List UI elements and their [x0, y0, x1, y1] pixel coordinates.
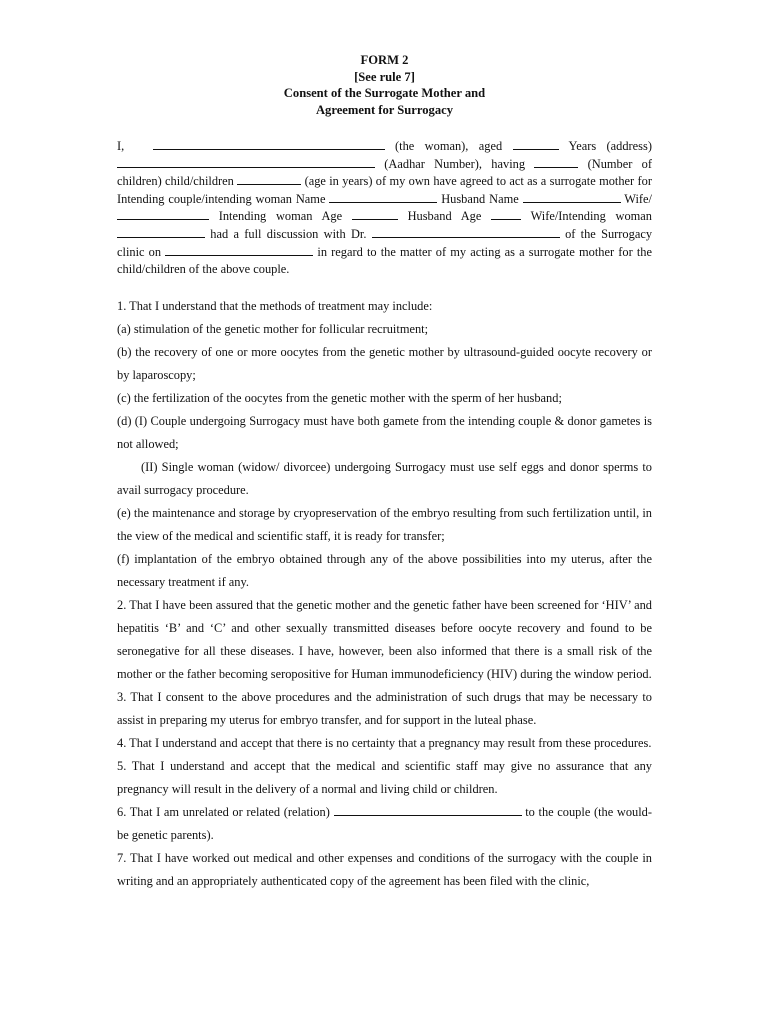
- children-age-blank[interactable]: [237, 173, 301, 185]
- children-count-blank[interactable]: [534, 156, 578, 168]
- intro-husband-name: Husband Name: [441, 191, 519, 206]
- clause-7: 7. That I have worked out medical and other expenses and conditions of the surrogacy with the couple in writing and an appropriately authenticated copy of the agreement has been filed with the clinic,: [117, 850, 652, 888]
- intro-in-regard: in regard to the matter of my acting as a surrogate mother for the child/children of the above couple.: [117, 244, 652, 277]
- wife-intending-age-blank[interactable]: [117, 226, 205, 238]
- intro-the-woman: (the woman),: [395, 139, 469, 153]
- clause-5: 5. That I understand and accept that the medical and scientific staff may give no assurance that any pregnancy will result in the delivery of a normal and living child or children.: [117, 758, 652, 796]
- address-blank[interactable]: [117, 156, 375, 168]
- clause-3: 3. That I consent to the above procedures and the administration of such drugs that may be necessary to assist in preparing my uterus for embryo transfer, and for support in the luteal phase.: [117, 689, 652, 727]
- intro-aged: aged: [478, 139, 503, 153]
- clause-2: 2. That I have been assured that the genetic mother and the genetic father have been screened for ‘HIV’ and hepatitis ‘B’ and ‘C’ and other sexually transmitted diseases before oocyte recovery and found to be seronegative for all these diseases. I have, however, been also informed that there is a small risk of the mother or the father becoming seropositive for Human immunodeficiency (HIV) during the window period.: [117, 597, 652, 681]
- clause-1f: (f) implantation of the embryo obtained through any of the above possibilities into my uterus, after the necessary treatment if any.: [117, 551, 652, 589]
- form-title-line-1: Consent of the Surrogate Mother and: [283, 86, 486, 100]
- intending-woman-age-blank[interactable]: [352, 208, 398, 220]
- intro-years: Years: [568, 139, 597, 153]
- clause-1e: (e) the maintenance and storage by cryopreservation of the embryo resulting from such fertilization until, in the view of the medical and scientific staff, it is ready for transfer;: [117, 505, 652, 543]
- form-title-line-2: Agreement for Surrogacy: [315, 102, 454, 117]
- intro-age-years: (age in years) of my own have agreed to act as a surrogate mother for Intending couple/intending woman Name: [117, 174, 652, 206]
- discussion-date-blank[interactable]: [165, 244, 313, 256]
- form-number: FORM 2: [360, 53, 409, 67]
- intro-children: (Number of children) child/children: [117, 156, 652, 189]
- clause-4: 4. That I understand and accept that there is no certainty that a pregnancy may result from these procedures.: [117, 735, 652, 750]
- clause-1a: (a) stimulation of the genetic mother for follicular recruitment;: [117, 321, 429, 336]
- clause-6-after: to the couple (the would-be genetic parents).: [117, 804, 652, 842]
- husband-name-blank[interactable]: [523, 191, 621, 203]
- intending-woman-name-blank[interactable]: [329, 191, 437, 203]
- husband-age-blank[interactable]: [491, 208, 521, 220]
- relation-blank[interactable]: [334, 804, 522, 816]
- clause-1d-ii: (II) Single woman (widow/ divorcee) undergoing Surrogacy must use self eggs and donor sperms to avail surrogacy procedure.: [117, 459, 652, 497]
- intro-aadhar: (Aadhar Number), having: [384, 156, 526, 171]
- doctor-name-blank[interactable]: [372, 226, 560, 238]
- intro-intending-woman-age: Intending woman Age: [218, 209, 343, 224]
- form-header: [117, 52, 652, 118]
- intro-wife-intending: Wife/Intending woman: [530, 209, 652, 224]
- clauses: [117, 295, 652, 893]
- clause-1b: (b) the recovery of one or more oocytes from the genetic mother by ultrasound-guided oocyte recovery or by laparoscopy;: [117, 344, 652, 382]
- clause-1c: (c) the fertilization of the oocytes from the genetic mother with the sperm of her husband;: [117, 390, 562, 405]
- woman-name-blank[interactable]: [153, 138, 385, 150]
- wife-name-blank[interactable]: [117, 208, 209, 220]
- clause-6: [117, 801, 652, 847]
- intro-address: (address): [606, 139, 652, 153]
- clause-1d-i: (d) (I) Couple undergoing Surrogacy must have both gamete from the intending couple & donor gametes is not allowed;: [117, 413, 652, 451]
- clause-1: 1. That I understand that the methods of treatment may include:: [117, 298, 433, 313]
- consent-form-page: [117, 52, 652, 893]
- intro-husband-age: Husband Age: [407, 209, 482, 224]
- intro-wife: Wife/: [624, 191, 652, 206]
- age-blank[interactable]: [513, 138, 559, 150]
- intro-had-discussion: had a full discussion with Dr.: [210, 226, 367, 241]
- intro-clinic-on: of the Surrogacy clinic on: [117, 226, 653, 259]
- rule-reference: [See rule 7]: [354, 69, 415, 84]
- intro-paragraph: [117, 138, 652, 279]
- clause-6-before: 6. That I am unrelated or related (relation): [117, 804, 330, 819]
- intro-i: I,: [117, 139, 125, 153]
